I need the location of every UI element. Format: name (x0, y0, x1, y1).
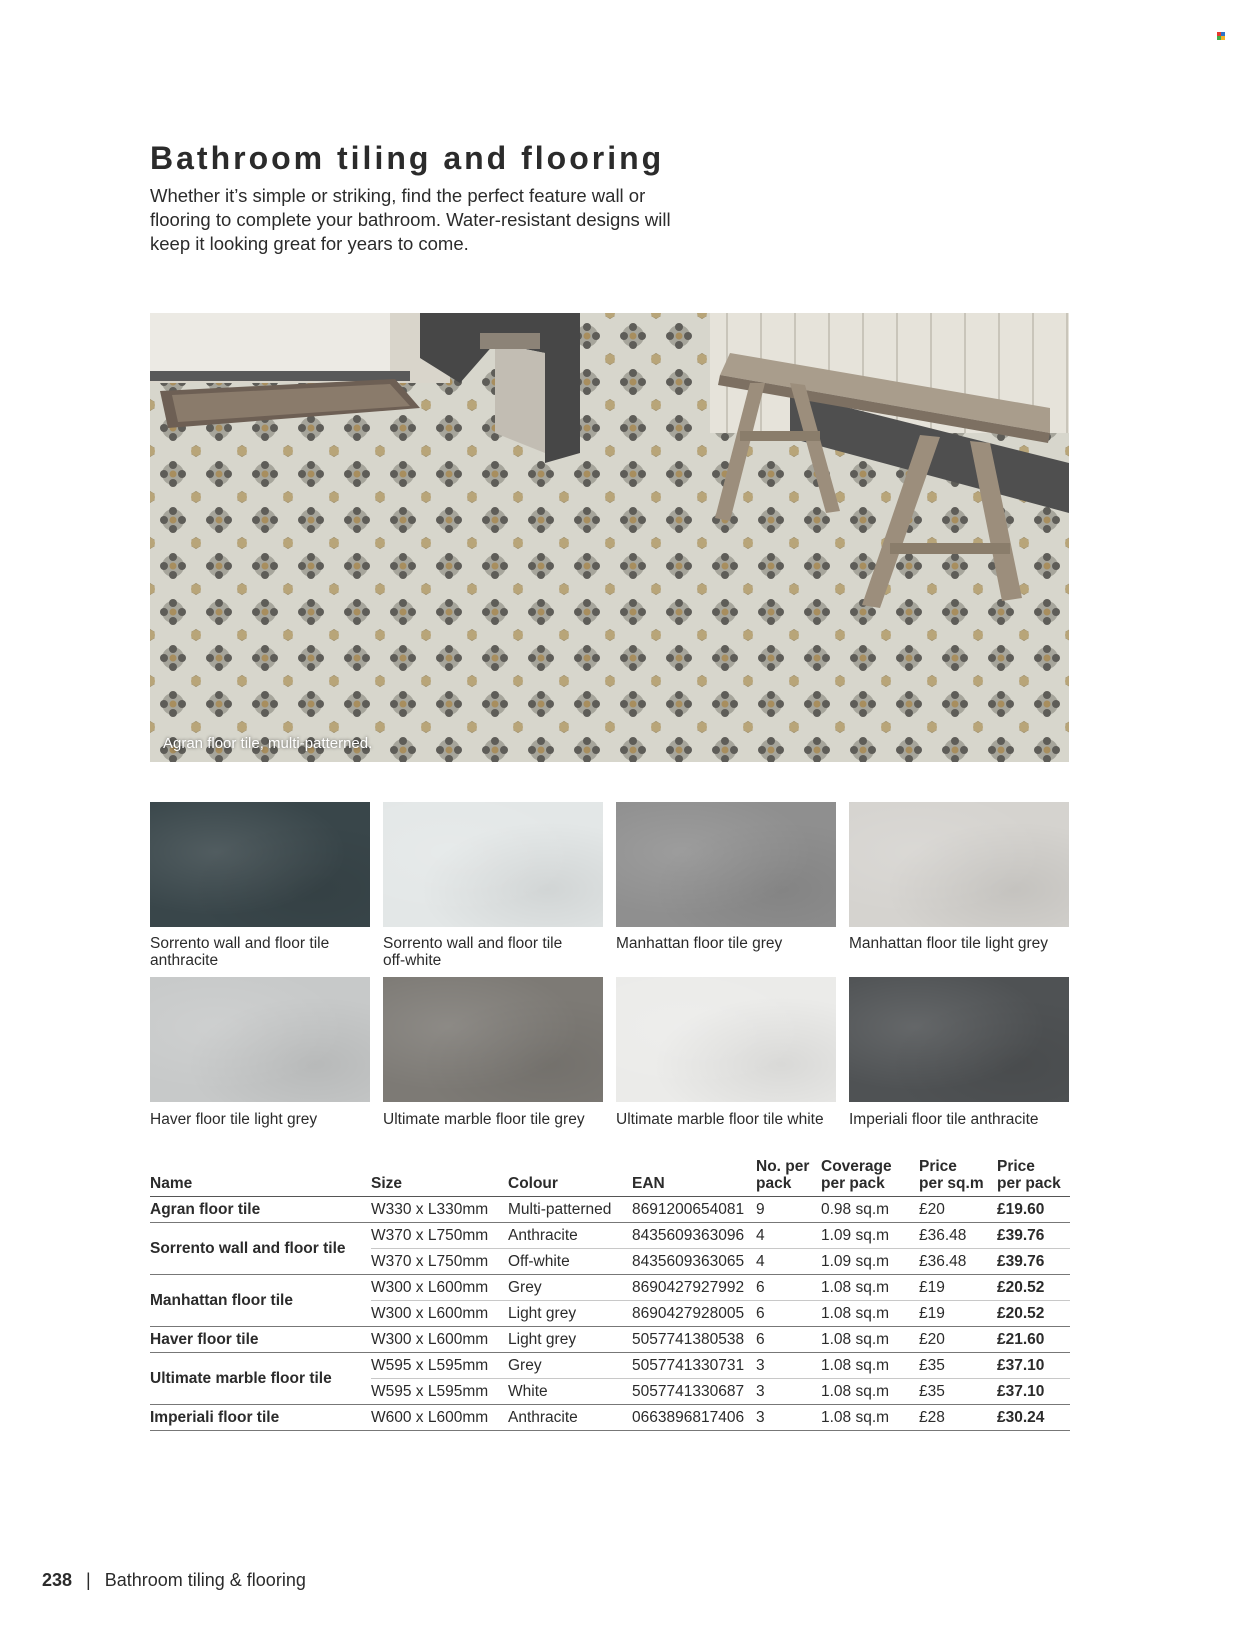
swatch-label-line: anthracite (150, 952, 219, 969)
swatch-label-line: off-white (383, 952, 442, 969)
cell-coverage: 0.98 sq.m (821, 1197, 919, 1223)
cell-coverage: 1.08 sq.m (821, 1301, 919, 1327)
cell-price-pack: £19.60 (997, 1197, 1070, 1223)
cell-coverage: 1.08 sq.m (821, 1353, 919, 1379)
cell-pack: 6 (756, 1301, 821, 1327)
cell-price-pack: £37.10 (997, 1379, 1070, 1405)
cell-colour: Anthracite (508, 1405, 632, 1431)
cell-ean: 8435609363096 (632, 1223, 756, 1249)
col-header-line: per pack (821, 1175, 885, 1192)
col-header-size: Size (371, 1158, 508, 1197)
cell-price-sqm: £19 (919, 1275, 997, 1301)
cell-price-sqm: £19 (919, 1301, 997, 1327)
table-row (150, 1275, 1070, 1301)
swatch-ultimate-marble-white (616, 977, 836, 1102)
cell-ean: 0663896817406 (632, 1405, 756, 1431)
cell-colour: White (508, 1379, 632, 1405)
cell-pack: 9 (756, 1197, 821, 1223)
cell-price-sqm: £36.48 (919, 1249, 997, 1275)
cell-price-pack: £21.60 (997, 1327, 1070, 1353)
swatch-label-line: Sorrento wall and floor tile (150, 935, 330, 952)
cell-pack: 3 (756, 1353, 821, 1379)
product-name: Manhattan floor tile (150, 1275, 371, 1327)
cell-ean: 8691200654081 (632, 1197, 756, 1223)
swatch-label-line: Ultimate marble floor tile grey (383, 1111, 585, 1128)
cell-pack: 3 (756, 1405, 821, 1431)
cell-colour: Grey (508, 1275, 632, 1301)
cell-price-sqm: £28 (919, 1405, 997, 1431)
table-header-row (150, 1158, 1070, 1197)
swatch-label (383, 1111, 608, 1128)
hero-caption: Agran floor tile, multi-patterned. (163, 735, 373, 752)
table-row (150, 1327, 1070, 1353)
col-header-price-sqm (919, 1158, 997, 1197)
swatch-label-line: Sorrento wall and floor tile (383, 935, 563, 952)
col-header-coverage (821, 1158, 919, 1197)
hero-image (150, 313, 1069, 762)
swatch-label (616, 935, 841, 952)
footer-section-title: Bathroom tiling & flooring (104, 1570, 306, 1590)
swatch-label (849, 935, 1074, 952)
cell-size: W600 x L600mm (371, 1405, 508, 1431)
col-header-line: Price (997, 1158, 1035, 1175)
col-header-line: per sq.m (919, 1175, 984, 1192)
cell-size: W330 x L330mm (371, 1197, 508, 1223)
cell-price-pack: £37.10 (997, 1353, 1070, 1379)
cell-size: W595 x L595mm (371, 1379, 508, 1405)
cell-size: W300 x L600mm (371, 1327, 508, 1353)
swatch-ultimate-marble-grey (383, 977, 603, 1102)
spec-table (150, 1158, 1070, 1431)
cell-coverage: 1.09 sq.m (821, 1223, 919, 1249)
cell-price-sqm: £20 (919, 1197, 997, 1223)
brand-logo-square-yellow (1221, 36, 1225, 40)
swatch-label (150, 1111, 375, 1128)
swatch-sorrento-anthracite (150, 802, 370, 927)
swatch-manhattan-grey (616, 802, 836, 927)
product-name: Haver floor tile (150, 1327, 371, 1353)
cell-price-sqm: £36.48 (919, 1223, 997, 1249)
col-header-colour: Colour (508, 1158, 632, 1197)
cell-price-pack: £20.52 (997, 1275, 1070, 1301)
swatch-label-line: Imperiali floor tile anthracite (849, 1111, 1039, 1128)
cell-ean: 8435609363065 (632, 1249, 756, 1275)
table-row (150, 1197, 1070, 1223)
cell-pack: 3 (756, 1379, 821, 1405)
col-header-price-pack (997, 1158, 1070, 1197)
cell-colour: Light grey (508, 1301, 632, 1327)
cell-size: W300 x L600mm (371, 1301, 508, 1327)
cell-price-sqm: £20 (919, 1327, 997, 1353)
cell-price-pack: £39.76 (997, 1223, 1070, 1249)
cell-size: W300 x L600mm (371, 1275, 508, 1301)
swatch-label-line: Haver floor tile light grey (150, 1111, 318, 1128)
cell-coverage: 1.08 sq.m (821, 1379, 919, 1405)
swatch-label-line: Manhattan floor tile grey (616, 935, 783, 952)
swatch-label-line: Manhattan floor tile light grey (849, 935, 1049, 952)
col-header-ean: EAN (632, 1158, 756, 1197)
cell-coverage: 1.08 sq.m (821, 1405, 919, 1431)
col-header-pack (756, 1158, 821, 1197)
swatch-manhattan-light-grey (849, 802, 1069, 927)
page-footer (42, 1570, 306, 1591)
product-name: Agran floor tile (150, 1197, 371, 1223)
cell-pack: 4 (756, 1249, 821, 1275)
cell-price-sqm: £35 (919, 1353, 997, 1379)
swatch-haver-light-grey (150, 977, 370, 1102)
col-header-line: per pack (997, 1175, 1061, 1192)
brand-logo (1217, 32, 1225, 40)
cell-colour: Light grey (508, 1327, 632, 1353)
col-header-line: Coverage (821, 1158, 892, 1175)
page-title: Bathroom tiling and flooring (150, 140, 665, 176)
swatch-label (616, 1111, 841, 1128)
cell-ean: 5057741330687 (632, 1379, 756, 1405)
cell-ean: 8690427928005 (632, 1301, 756, 1327)
cell-price-sqm: £35 (919, 1379, 997, 1405)
swatch-label (383, 935, 608, 969)
cell-price-pack: £39.76 (997, 1249, 1070, 1275)
cell-ean: 8690427927992 (632, 1275, 756, 1301)
swatch-sorrento-off-white (383, 802, 603, 927)
cell-coverage: 1.09 sq.m (821, 1249, 919, 1275)
cell-pack: 4 (756, 1223, 821, 1249)
cell-ean: 5057741330731 (632, 1353, 756, 1379)
cell-coverage: 1.08 sq.m (821, 1327, 919, 1353)
table-row (150, 1405, 1070, 1431)
product-name: Sorrento wall and floor tile (150, 1223, 371, 1275)
swatch-imperiali-anthracite (849, 977, 1069, 1102)
intro-text (150, 184, 710, 256)
cell-price-pack: £20.52 (997, 1301, 1070, 1327)
cell-ean: 5057741380538 (632, 1327, 756, 1353)
col-header-line: No. per (756, 1158, 810, 1175)
product-name: Ultimate marble floor tile (150, 1353, 371, 1405)
col-header-name: Name (150, 1158, 371, 1197)
cell-size: W370 x L750mm (371, 1249, 508, 1275)
cell-size: W595 x L595mm (371, 1353, 508, 1379)
swatch-label (150, 935, 375, 969)
cell-coverage: 1.08 sq.m (821, 1275, 919, 1301)
col-header-line: Price (919, 1158, 957, 1175)
swatch-label-line: Ultimate marble floor tile white (616, 1111, 824, 1128)
cell-size: W370 x L750mm (371, 1223, 508, 1249)
cell-pack: 6 (756, 1275, 821, 1301)
intro-line: Whether it’s simple or striking, find the perfect feature wall or (150, 185, 646, 206)
table-row (150, 1353, 1070, 1379)
intro-line: keep it looking great for years to come. (150, 233, 469, 254)
cell-pack: 6 (756, 1327, 821, 1353)
cell-colour: Multi-patterned (508, 1197, 632, 1223)
swatch-label (849, 1111, 1074, 1128)
page-number: 238 (42, 1570, 73, 1590)
hero-illustration (150, 313, 1069, 762)
cell-colour: Grey (508, 1353, 632, 1379)
footer-separator: | (86, 1570, 91, 1590)
product-name: Imperiali floor tile (150, 1405, 371, 1431)
intro-line: flooring to complete your bathroom. Water-resistant designs will (150, 209, 671, 230)
cell-price-pack: £30.24 (997, 1405, 1070, 1431)
table-row (150, 1223, 1070, 1249)
col-header-line: pack (756, 1175, 792, 1192)
cell-colour: Anthracite (508, 1223, 632, 1249)
cell-colour: Off-white (508, 1249, 632, 1275)
